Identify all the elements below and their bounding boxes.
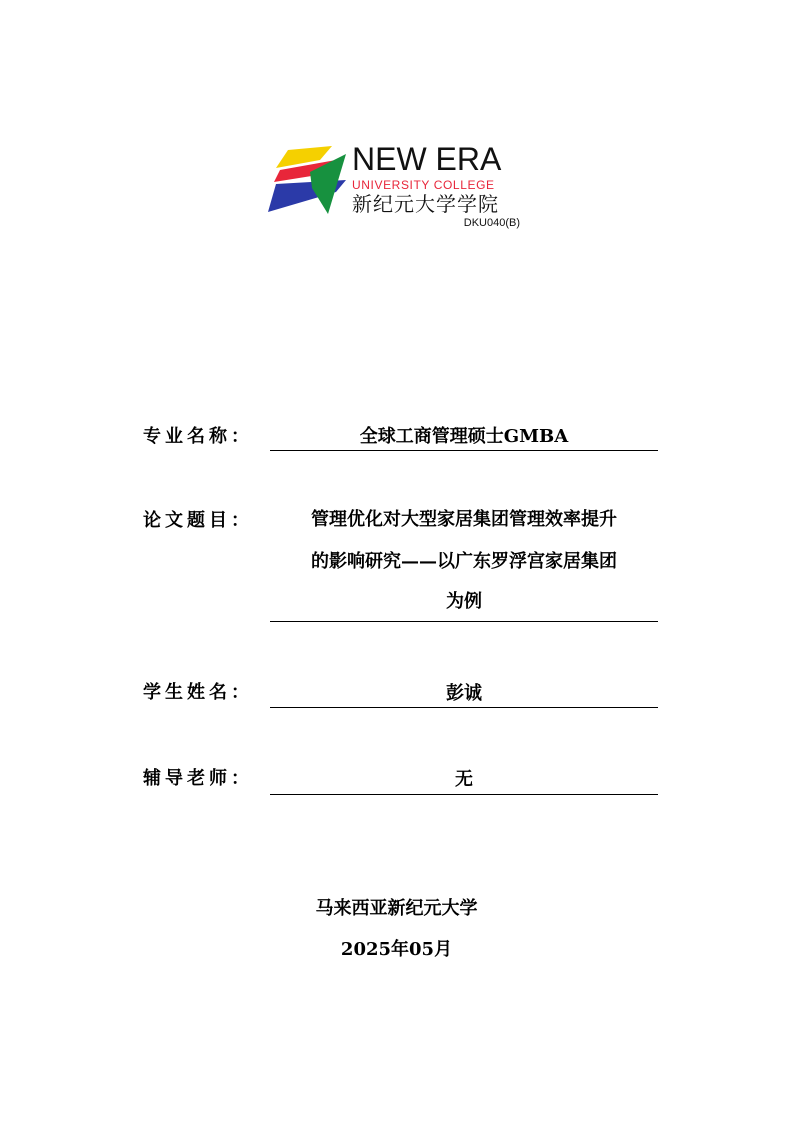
advisor-label: 辅导老师： (143, 768, 253, 789)
logo-code: DKU040(B) (463, 217, 520, 229)
advisor-field: 无 (270, 766, 658, 795)
logo-name-en: NEW ERA (352, 141, 502, 177)
major-label: 专业名称： (143, 426, 253, 447)
title-line: 为例 (446, 591, 482, 612)
title-line: 的影响研究——以广东罗浮宫家居集团 (311, 551, 617, 572)
university-name: 马来西亚新纪元大学 (315, 898, 478, 919)
student-field: 彭诚 (270, 680, 658, 708)
logo-name-zh: 新纪元大学学院 (352, 192, 499, 216)
major-field: 全球工商管理硕士GMBA (270, 424, 658, 451)
student-label: 学生姓名： (143, 682, 253, 703)
title-field (270, 499, 658, 622)
title-line: 管理优化对大型家居集团管理效率提升 (311, 509, 617, 530)
submission-date: 2025年05月 (340, 939, 453, 960)
university-logo-mark (266, 146, 348, 218)
title-label: 论文题目： (143, 510, 253, 531)
logo-subtitle-en: UNIVERSITY COLLEGE (352, 178, 495, 192)
